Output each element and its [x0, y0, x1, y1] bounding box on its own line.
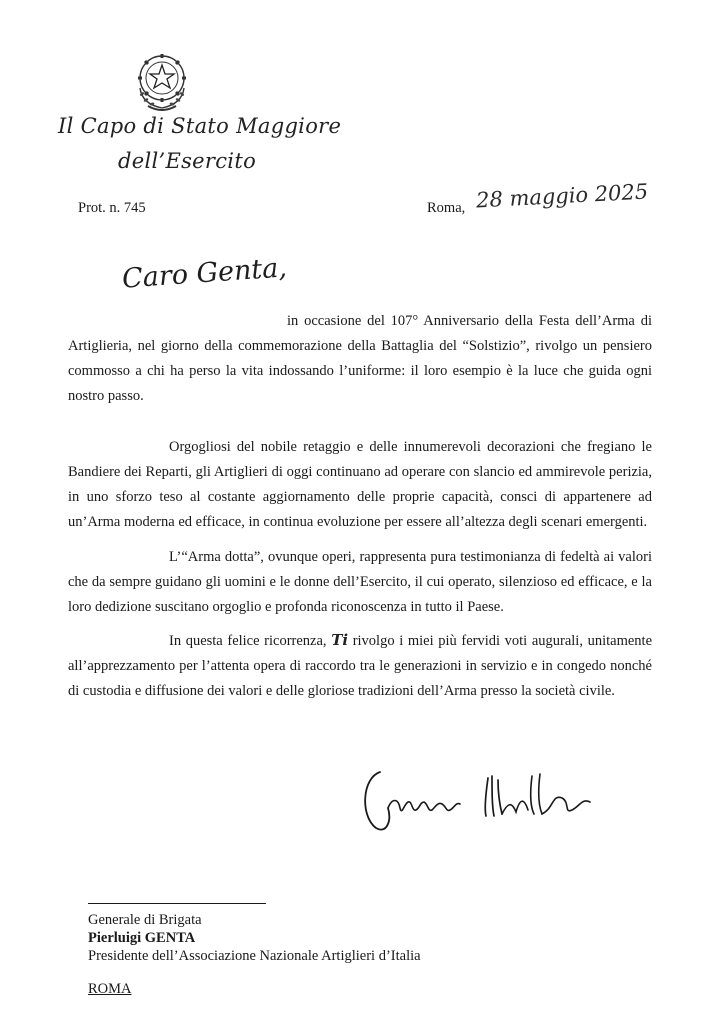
italian-republic-emblem	[132, 48, 192, 114]
paragraph-4-end: rivolgo i miei più fervidi voti augurali, unitamente all’apprezzamento per l’attenta opera di raccordo tra le generazioni in servizio e in congedo nonché di custodia e diffusione dei valori e delle gloriose tradizioni dell’Arma presso la società civile.	[68, 633, 653, 699]
handwritten-date: 28 maggio 2025	[475, 179, 649, 213]
recipient-rank: Generale di Brigata	[88, 912, 202, 928]
body-paragraph-3: L’“Arma dotta”, ovunque operi, rappresenta pura testimonianza di fedeltà ai valori che da sempre guidano gli uomini e le donne dell’Esercito, il cui operato, silenzioso ed efficace, e la loro dedizione suscitano orgoglio e profonda riconoscenza in tutto il Paese.	[68, 549, 652, 615]
recipient-city: ROMA	[88, 981, 132, 997]
office-title-line-2: dell’Esercito	[118, 149, 257, 173]
handwritten-salutation: Caro Genta,	[121, 252, 288, 295]
handwritten-pronoun: Ti	[331, 631, 349, 649]
paragraph-4-start: In questa felice ricorrenza,	[169, 633, 327, 649]
body-paragraph-4	[68, 628, 652, 704]
body-paragraph-2: Orgogliosi del nobile retaggio e delle innumerevoli decorazioni che fregiano le Bandiere dei Reparti, gli Artiglieri di oggi continuano ad operare con slancio ed ammirevole perizia, in uno sforzo teso al costante aggiornamento delle proprie capacità, consci di appartenere ad un’Arma moderna ed efficace, in continua evoluzione per essere all’altezza degli scenari emergenti.	[68, 439, 652, 530]
recipient-role: Presidente dell’Associazione Nazionale Artiglieri d’Italia	[88, 948, 421, 964]
letter-city: Roma,	[427, 200, 466, 216]
handwritten-signature	[358, 758, 608, 838]
body-paragraph-1: in occasione del 107° Anniversario della Festa dell’Arma di Artiglieria, nel giorno della commemorazione della Battaglia del “Solstizio”, rivolgo un pensiero commosso a chi ha perso la vita indossando l’uniforme: il loro esempio è la luce che guida ogni nostro passo.	[68, 313, 652, 404]
recipient-divider	[88, 903, 266, 904]
protocol-number: Prot. n. 745	[78, 200, 146, 216]
office-title-line-1: Il Capo di Stato Maggiore	[58, 114, 342, 138]
recipient-name: Pierluigi GENTA	[88, 930, 196, 946]
